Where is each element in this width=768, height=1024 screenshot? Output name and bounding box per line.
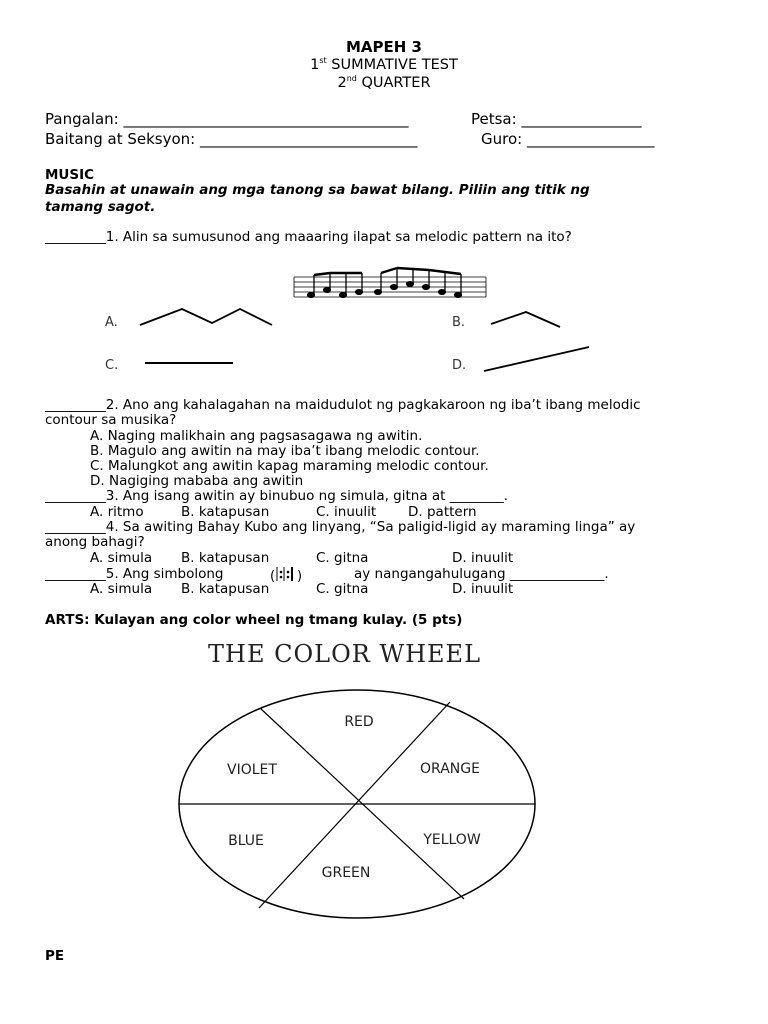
q4-option-c[interactable]: C. gitna <box>316 550 369 566</box>
music-instruction-line2: tamang sagot. <box>45 199 156 215</box>
q3-option-a[interactable]: A. ritmo <box>90 504 144 520</box>
melodic-pattern-staff <box>290 263 490 303</box>
question-4-line1: _________4. Sa awiting Bahay Kubo ang linyang, “Sa paligid-ligid ay maraming linga” ay <box>45 519 636 535</box>
question-3: _________3. Ang isang awitin ay binubuo ng simula, gitna at ________. <box>45 488 509 504</box>
date-field[interactable]: Petsa: ________________ <box>471 110 642 128</box>
q1-option-c[interactable]: C. <box>105 358 119 373</box>
question-5-part2: ay nangangahulugang ______________. <box>354 566 609 582</box>
q3-option-c[interactable]: C. inuulit <box>316 504 377 520</box>
q5-option-b[interactable]: B. katapusan <box>181 581 270 597</box>
color-wheel-title: THE COLOR WHEEL <box>208 640 482 668</box>
contour-ascending-option-d <box>482 344 594 374</box>
question-5-part1: _________5. Ang simbolong <box>45 566 224 582</box>
segment-violet: VIOLET <box>227 762 277 778</box>
q5-option-d[interactable]: D. inuulit <box>452 581 514 597</box>
q4-option-b[interactable]: B. katapusan <box>181 550 270 566</box>
quarter-label: 2nd QUARTER <box>337 74 431 91</box>
q1-option-d[interactable]: D. <box>452 358 467 373</box>
q4-option-d[interactable]: D. inuulit <box>452 550 514 566</box>
test-title: MAPEH 3 <box>346 38 422 56</box>
segment-red: RED <box>344 714 374 730</box>
q3-option-d[interactable]: D. pattern <box>408 504 477 520</box>
contour-zigzag-option-a <box>140 306 275 328</box>
contour-flat-option-c <box>145 360 237 366</box>
test-subtitle: 1st SUMMATIVE TEST <box>310 56 458 73</box>
arts-instruction: ARTS: Kulayan ang color wheel ng tmang kulay. (5 pts) <box>45 612 463 628</box>
q4-option-a[interactable]: A. simula <box>90 550 153 566</box>
pe-heading: PE <box>45 948 65 964</box>
q2-option-d[interactable]: D. Nagiging mababa ang awitin <box>90 473 304 489</box>
music-heading: MUSIC <box>45 167 95 183</box>
question-1: _________1. Alin sa sumusunod ang maaaring ilapat sa melodic pattern na ito? <box>45 229 572 245</box>
q5-option-a[interactable]: A. simula <box>90 581 153 597</box>
question-2-line1: _________2. Ano ang kahalagahan na maidudulot ng pagkakaroon ng iba’t ibang melodic <box>45 397 641 413</box>
segment-blue: BLUE <box>228 833 264 849</box>
name-field[interactable]: Pangalan: ______________________________________ <box>45 110 409 128</box>
q2-option-b[interactable]: B. Magulo ang awitin na may iba’t ibang melodic contour. <box>90 443 480 459</box>
contour-peak-option-b <box>488 310 563 330</box>
teacher-field[interactable]: Guro: _________________ <box>481 130 655 148</box>
grade-section-field[interactable]: Baitang at Seksyon: _____________________________ <box>45 130 418 148</box>
music-instruction-line1: Basahin at unawain ang mga tanong sa bawat bilang. Piliin ang titik ng <box>45 182 590 198</box>
color-wheel <box>170 690 545 940</box>
question-4-line2: anong bahagi? <box>45 534 145 550</box>
segment-green: GREEN <box>321 865 371 881</box>
q2-option-a[interactable]: A. Naging malikhain ang pagsasagawa ng awitin. <box>90 428 423 444</box>
svg-text:(: ( <box>270 569 276 584</box>
question-2-line2: contour sa musika? <box>45 412 177 428</box>
q3-option-b[interactable]: B. katapusan <box>181 504 270 520</box>
q1-option-a[interactable]: A. <box>105 315 118 330</box>
segment-yellow: YELLOW <box>423 832 481 848</box>
repeat-sign-icon <box>270 564 306 584</box>
svg-text:): ) <box>297 569 303 584</box>
q2-option-c[interactable]: C. Malungkot ang awitin kapag maraming melodic contour. <box>90 458 489 474</box>
q5-option-c[interactable]: C. gitna <box>316 581 369 597</box>
segment-orange: ORANGE <box>420 761 480 777</box>
q1-option-b[interactable]: B. <box>452 315 466 330</box>
